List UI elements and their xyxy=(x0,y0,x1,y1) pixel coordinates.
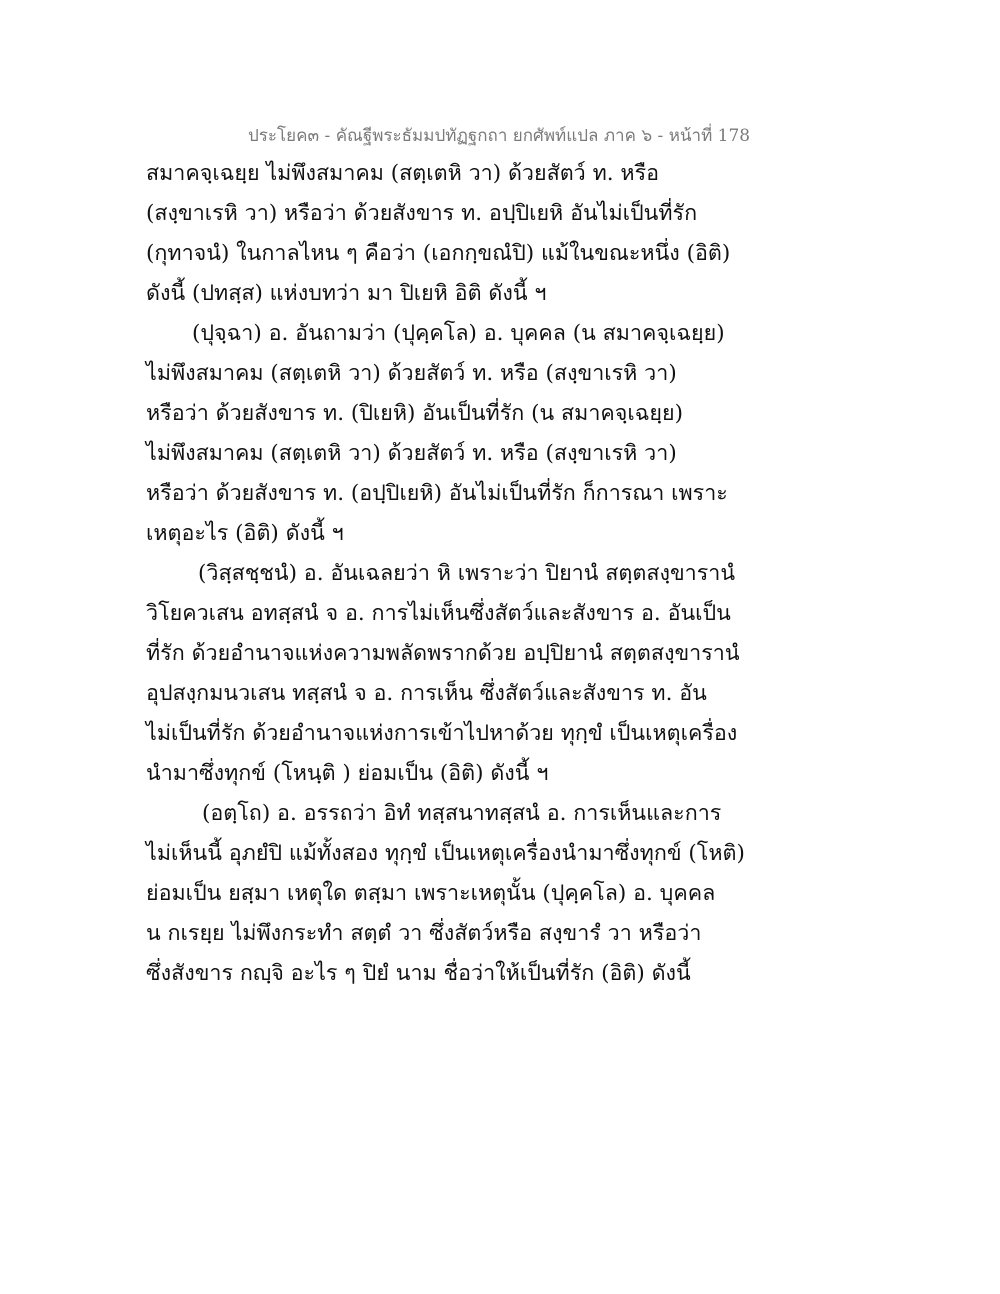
page-header: ประโยค๓ - คัณฐีพระธัมมปทัฏฐกถา ยกศัพท์แปล ภาค ๖ - หน้าที่ 178 xyxy=(248,126,751,146)
text-line: ที่รัก ด้วยอำนาจแห่งความพลัดพรากด้วย อปฺปิยานํ สตฺตสงฺขารานํ xyxy=(146,641,740,666)
text-line: ย่อมเป็น ยสฺมา เหตุใด ตสฺมา เพราะเหตุนั้น (ปุคฺคโล) อ. บุคคล xyxy=(146,881,716,906)
text-line: เหตุอะไร (อิติ) ดังนี้ ฯ xyxy=(146,521,344,546)
text-line: (ปุจฺฉา) อ. อันถามว่า (ปุคฺคโล) อ. บุคคล (น สมาคจฺเฉยฺย) xyxy=(192,321,725,346)
text-line: หรือว่า ด้วยสังขาร ท. (ปิเยหิ) อันเป็นที่รัก (น สมาคจฺเฉยฺย) xyxy=(146,401,683,426)
text-line: ไม่พึงสมาคม (สตฺเตหิ วา) ด้วยสัตว์ ท. หรือ (สงฺขาเรหิ วา) xyxy=(146,441,677,466)
text-line: หรือว่า ด้วยสังขาร ท. (อปฺปิเยหิ) อันไม่เป็นที่รัก ก็การณา เพราะ xyxy=(146,481,728,506)
text-line: ไม่เป็นที่รัก ด้วยอำนาจแห่งการเข้าไปหาด้วย ทุกฺขํ เป็นเหตุเครื่อง xyxy=(146,721,738,746)
text-line: วิโยควเสน อทสฺสนํ จ อ. การไม่เห็นซึ่งสัตว์และสังขาร อ. อันเป็น xyxy=(146,601,731,626)
text-line: น กเรยฺย ไม่พึงกระทำ สตฺตํ วา ซึ่งสัตว์หรือ สงฺขารํ วา หรือว่า xyxy=(146,921,702,946)
text-line: (วิสฺสชฺชนํ) อ. อันเฉลยว่า หิ เพราะว่า ปิยานํ สตฺตสงฺขารานํ xyxy=(198,561,736,586)
text-line: ดังนี้ (ปทสฺส) แห่งบทว่า มา ปิเยหิ อิติ ดังนี้ ฯ xyxy=(146,281,547,306)
text-line: สมาคจฺเฉยฺย ไม่พึงสมาคม (สตฺเตหิ วา) ด้วยสัตว์ ท. หรือ xyxy=(146,161,660,186)
text-line: (อตฺโถ) อ. อรรถว่า อิทํ ทสฺสนาทสฺสนํ อ. การเห็นและการ xyxy=(202,801,722,826)
text-line: (สงฺขาเรหิ วา) หรือว่า ด้วยสังขาร ท. อปฺปิเยหิ อันไม่เป็นที่รัก xyxy=(146,201,698,226)
text-line: อุปสงฺกมนวเสน ทสฺสนํ จ อ. การเห็น ซึ่งสัตว์และสังขาร ท. อัน xyxy=(146,681,707,706)
text-line: นำมาซึ่งทุกข์ (โหนฺติ ) ย่อมเป็น (อิติ) ดังนี้ ฯ xyxy=(146,761,549,786)
body-text xyxy=(146,158,866,998)
text-line: ไม่พึงสมาคม (สตฺเตหิ วา) ด้วยสัตว์ ท. หรือ (สงฺขาเรหิ วา) xyxy=(146,361,677,386)
text-line: ไม่เห็นนี้ อุภยํปิ แม้ทั้งสอง ทุกฺขํ เป็นเหตุเครื่องนำมาซึ่งทุกข์ (โหติ) xyxy=(146,841,745,866)
text-line: ซึ่งสังขาร กญฺจิ อะไร ๆ ปิยํ นาม ชื่อว่าให้เป็นที่รัก (อิติ) ดังนี้ xyxy=(146,961,691,986)
text-line: (กุทาจนํ) ในกาลไหน ๆ คือว่า (เอกกฺขณํปิ) แม้ในขณะหนึ่ง (อิติ) xyxy=(146,241,731,266)
